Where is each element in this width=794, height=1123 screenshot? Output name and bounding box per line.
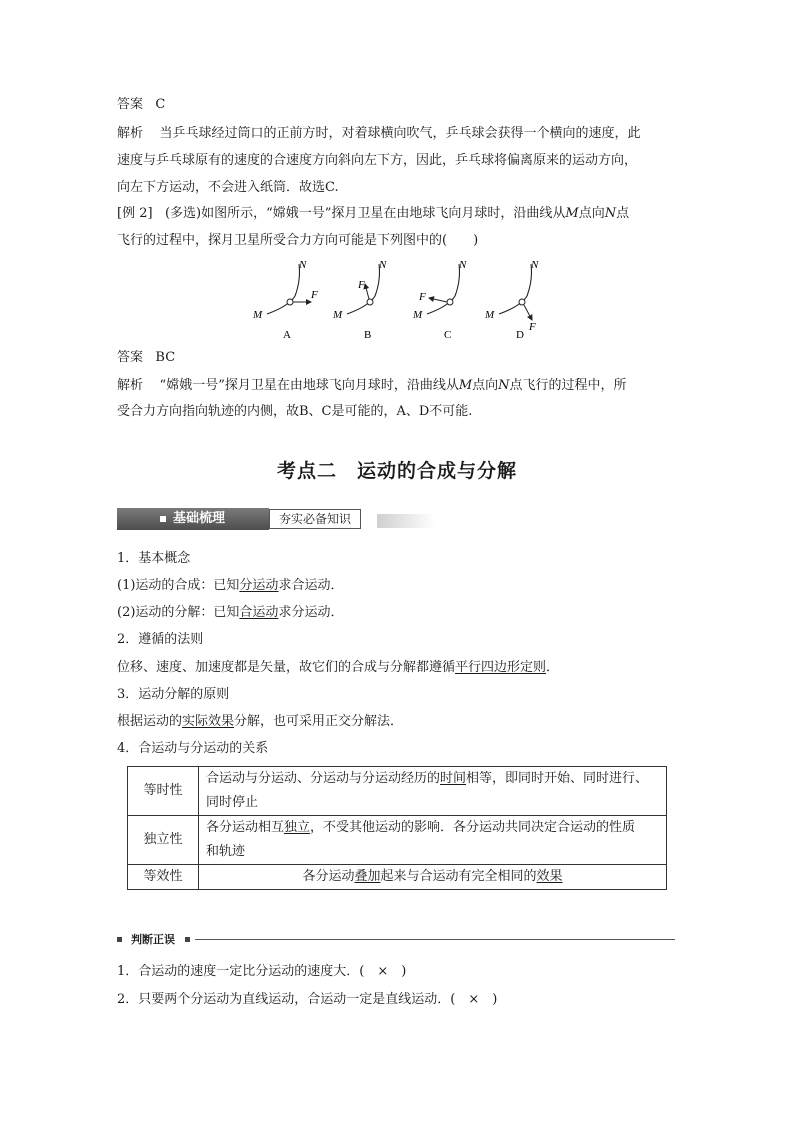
- section-bar-tag: 夯实必备知识: [269, 509, 361, 529]
- text: 位移、速度、加速度都是矢量，故它们的合成与分解都遵循: [117, 660, 456, 675]
- option-a-diagram: [252, 259, 318, 341]
- section-bar-label: 基础梳理: [173, 511, 226, 526]
- example-text: 点向: [578, 206, 605, 221]
- label-m: M: [413, 309, 423, 321]
- judge-header: [117, 933, 675, 947]
- option-letter: A: [283, 329, 291, 341]
- p2-text: [117, 660, 559, 676]
- example-text: 点: [616, 206, 630, 221]
- label-m: M: [253, 309, 263, 321]
- text: 同时停止: [206, 795, 259, 810]
- answer-value: BC: [155, 350, 176, 365]
- section-bar-fade: [377, 514, 435, 528]
- label-m: M: [333, 309, 343, 321]
- table-key: 等效性: [128, 865, 199, 890]
- text: (2)运动的分解：已知: [117, 605, 240, 620]
- analysis-1-line-3: 向左下方运动，不会进入纸筒．故选C.: [117, 180, 339, 195]
- table-key: 独立性: [128, 816, 199, 865]
- section-bar: [117, 508, 432, 530]
- option-letter: B: [364, 329, 372, 341]
- underlined-answer: 独立: [284, 820, 311, 835]
- table-key: 等时性: [128, 767, 199, 816]
- analysis-label: 解析: [117, 126, 144, 141]
- analysis-1-line-1: [117, 126, 641, 142]
- text: 相等，即同时开始、同时进行、: [466, 771, 649, 786]
- option-d-diagram: [484, 259, 539, 341]
- text: 求分运动．: [278, 605, 344, 620]
- analysis-text: 当乒乓球经过筒口的正前方时，对着球横向吹气，乒乓球会获得一个横向的速度，此: [159, 126, 641, 141]
- underlined-answer: 合运动: [239, 605, 279, 620]
- analysis-1-line-2: 速度与乒乓球原有的速度的合速度方向斜向左下方，因此，乒乓球将偏离原来的运动方向，: [117, 153, 638, 168]
- table-row: [128, 816, 667, 865]
- underlined-answer: 时间: [440, 771, 467, 786]
- point-m: M: [458, 378, 473, 393]
- label-f: F: [529, 321, 536, 333]
- label-n: N: [531, 259, 539, 271]
- example-tag: [例 2]: [117, 206, 153, 221]
- label-n: N: [459, 259, 467, 271]
- judge-item-2: 2．只要两个分运动为直线运动，合运动一定是直线运动．( × ): [117, 992, 498, 1007]
- text: 求合运动．: [278, 578, 344, 593]
- p1-b: [117, 605, 343, 621]
- option-letter: C: [444, 329, 452, 341]
- analysis-text: 点向: [472, 378, 499, 393]
- bullet-square-icon: [117, 937, 122, 942]
- example-2-line-2: 飞行的过程中，探月卫星所受合力方向可能是下列图中的( ): [117, 233, 479, 248]
- underlined-answer: 实际效果: [182, 714, 235, 729]
- answer-value: C: [155, 97, 166, 112]
- heading-1: 1．基本概念: [117, 551, 191, 566]
- example-text: (多选)如图所示，“嫦娥一号”探月卫星在由地球飞向月球时，沿曲线从: [164, 206, 566, 221]
- table-row: [128, 767, 667, 816]
- relation-table: [127, 766, 667, 890]
- answer-1: [117, 97, 165, 113]
- underlined-answer: 叠加: [354, 869, 381, 884]
- text: 起来与合运动有完全相同的: [380, 869, 537, 884]
- label-f: F: [419, 291, 426, 303]
- p3-text: [117, 714, 403, 730]
- bullet-square-icon: [185, 937, 190, 942]
- p1-a: [117, 578, 343, 594]
- option-c-diagram: [412, 259, 467, 341]
- judge-label: 判断正误: [131, 933, 175, 946]
- section-title: 考点二 运动的合成与分解: [276, 460, 517, 482]
- judge-item-1: 1．合运动的速度一定比分运动的速度大．( × ): [117, 964, 407, 979]
- text: ．: [546, 660, 560, 675]
- analysis-text: “嫦娥一号”探月卫星在由地球飞向月球时，沿曲线从: [159, 378, 459, 393]
- underlined-answer: 分运动: [239, 578, 279, 593]
- table-value: [199, 816, 667, 865]
- analysis-2-line-2: 受合力方向指向轨迹的内侧，故B、C是可能的，A、D不可能.: [117, 404, 473, 419]
- label-n: N: [379, 259, 387, 271]
- answer-label: 答案: [117, 97, 144, 112]
- table-value: [199, 865, 667, 890]
- label-m: M: [485, 309, 495, 321]
- analysis-label: 解析: [117, 378, 144, 393]
- analysis-2-line-1: [117, 378, 627, 394]
- text: 和轨迹: [206, 844, 246, 859]
- label-f: F: [311, 289, 318, 301]
- analysis-text: 点飞行的过程中，所: [509, 378, 627, 393]
- force-options-figure: [245, 258, 565, 342]
- underlined-answer: 平行四边形定则: [455, 660, 547, 675]
- example-2-line-1: [117, 206, 629, 222]
- underlined-answer: 效果: [536, 869, 563, 884]
- text: 分解，也可采用正交分解法．: [234, 714, 404, 729]
- heading-3: 3．运动分解的原则: [117, 687, 230, 702]
- text: 合运动与分运动、分运动与分运动经历的: [206, 771, 441, 786]
- text: 根据运动的: [117, 714, 183, 729]
- point-m: M: [565, 206, 579, 221]
- table-row: [128, 865, 667, 890]
- text: 各分运动相互: [206, 820, 285, 835]
- label-n: N: [299, 259, 307, 271]
- point-n: N: [498, 378, 510, 393]
- section-bar-dark: [117, 508, 269, 530]
- label-f: F: [358, 279, 365, 291]
- heading-4: 4．合运动与分运动的关系: [117, 741, 269, 756]
- table-value: [199, 767, 667, 816]
- answer-2: [117, 350, 175, 366]
- text: ，不受其他运动的影响．各分运动共同决定合运动的性质: [310, 820, 636, 835]
- text: 各分运动: [302, 869, 355, 884]
- answer-label: 答案: [117, 350, 144, 365]
- text: (1)运动的合成：已知: [117, 578, 240, 593]
- heading-2: 2．遵循的法则: [117, 632, 204, 647]
- option-b-diagram: [332, 259, 387, 341]
- bullet-square-icon: [160, 516, 166, 522]
- divider: [195, 939, 675, 940]
- option-letter: D: [516, 329, 524, 341]
- point-n: N: [604, 206, 617, 221]
